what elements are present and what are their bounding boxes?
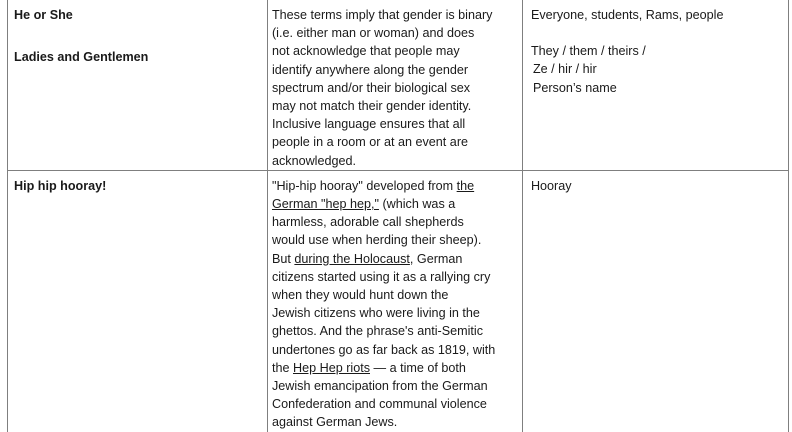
reason-cell <box>267 170 522 431</box>
the-german-hep-hep-link-cont[interactable]: German "hep hep," <box>271 197 379 212</box>
reason-line <box>272 195 518 213</box>
reason-line: undertones go as far back as 1819, with <box>271 342 496 357</box>
reason-line: may not match their gender identity. <box>271 99 472 114</box>
reason-text: "Hip-hip hooray" developed from <box>271 178 457 193</box>
reason-line: acknowledged. <box>271 153 357 168</box>
inclusive-language-table <box>7 0 789 432</box>
term-ladies-and-gentlemen: Ladies and Gentlemen <box>14 50 149 65</box>
reason-line <box>272 359 518 377</box>
reason-line: Jewish emancipation from the German <box>271 379 488 394</box>
reason-line: (i.e. either man or woman) and does <box>271 26 475 41</box>
reason-cell <box>267 0 522 170</box>
reason-line: not acknowledge that people may <box>271 44 460 59</box>
reason-line: Jewish citizens who were living in the <box>271 306 480 321</box>
reason-line: identify anywhere along the gender <box>271 62 469 77</box>
alternative-pronouns-they: They / them / theirs / <box>530 44 646 59</box>
hep-hep-riots-link[interactable]: Hep Hep riots <box>293 360 370 375</box>
alternative-pronouns-ze: Ze / hir / hir <box>532 62 597 77</box>
term-cell <box>8 0 268 170</box>
reason-line: spectrum and/or their biological sex <box>271 80 471 95</box>
reason-text: , German <box>409 251 463 266</box>
reason-line: ghettos. And the phrase's anti-Semitic <box>271 324 484 339</box>
reason-text: (which was a <box>378 197 456 212</box>
alternative-persons-name: Person’s name <box>532 80 617 95</box>
reason-line: people in a room or at an event are <box>271 135 469 150</box>
table-row <box>8 0 789 170</box>
table-row <box>8 170 789 431</box>
reason-text: the <box>271 360 293 375</box>
reason-line <box>272 250 518 268</box>
alternatives-cell <box>522 0 788 170</box>
reason-text: But <box>271 251 295 266</box>
reason-line: when they would hunt down the <box>271 288 449 303</box>
alternatives-cell <box>522 170 788 431</box>
reason-text: — a time of both <box>370 360 466 375</box>
reason-line: against German Jews. <box>271 415 398 430</box>
term-he-or-she: He or She <box>14 8 73 22</box>
during-the-holocaust-link[interactable]: during the Holocaust <box>294 251 410 266</box>
reason-line: citizens started using it as a rallying cry <box>271 269 491 284</box>
reason-line: Inclusive language ensures that all <box>271 117 466 132</box>
alternative-everyone: Everyone, students, Rams, people <box>530 8 724 22</box>
the-german-hep-hep-link[interactable]: the <box>456 178 475 193</box>
reason-line: Confederation and communal violence <box>271 397 487 412</box>
term-hip-hip-hooray: Hip hip hooray! <box>14 178 107 193</box>
reason-line <box>272 177 518 195</box>
reason-line: These terms imply that gender is binary <box>271 8 493 22</box>
alternative-hooray: Hooray <box>530 178 572 193</box>
reason-line: harmless, adorable call shepherds <box>271 215 464 230</box>
term-cell <box>8 170 268 431</box>
reason-line: would use when herding their sheep). <box>271 233 482 248</box>
